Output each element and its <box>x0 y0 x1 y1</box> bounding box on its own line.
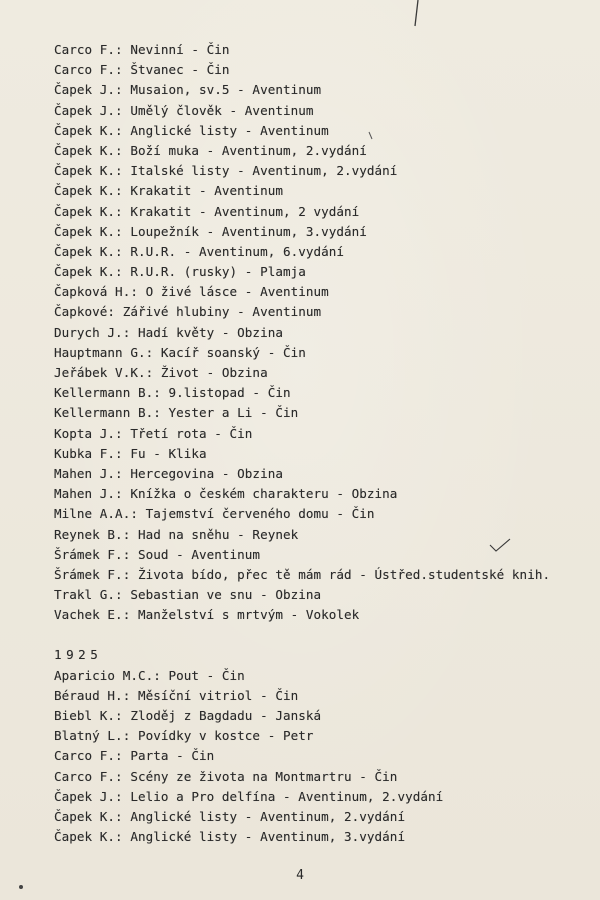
list-item: Jeřábek V.K.: Život - Obzina <box>54 365 268 380</box>
pen-stroke-mark <box>410 0 424 30</box>
list-item: Trakl G.: Sebastian ve snu - Obzina <box>54 587 322 603</box>
bibliography-list <box>54 40 600 847</box>
list-item: Aparicio M.C.: Pout - Čin <box>54 667 245 683</box>
year-heading: 1925 <box>54 647 103 663</box>
list-item: Čapek K.: Boží muka - Aventinum, 2.vydání <box>54 142 367 158</box>
list-item: Hauptmann G.: Kacíř soanský - Čin <box>54 344 306 360</box>
list-item: Durych J.: Hadí květy - Obzina <box>54 324 283 340</box>
list-item: Reynek B.: Had na sněhu - Reynek <box>54 526 299 542</box>
list-item: Biebl K.: Zloděj z Bagdadu - Janská <box>54 708 322 723</box>
list-item: Mahen J.: Hercegovina - Obzina <box>54 465 283 481</box>
list-item: Čapkové: Zářivé hlubiny - Aventinum <box>54 304 322 320</box>
list-item: Blatný L.: Povídky v kostce - Petr <box>54 728 314 744</box>
list-item: Čapek K.: Anglické listy - Aventinum <box>54 122 329 138</box>
list-item: Čapek J.: Lelio a Pro delfína - Aventinum, 2.vydání <box>54 788 444 804</box>
list-item: Vachek E.: Manželství s mrtvým - Vokolek <box>54 607 360 623</box>
ink-spot <box>18 884 24 890</box>
list-item: Mahen J.: Knížka o českém charakteru - Obzina <box>54 486 398 502</box>
list-item: Šrámek F.: Života bído, přec tě mám rád - Ústřed.studentské knih. <box>54 566 551 582</box>
list-item: Carco F.: Scény ze života na Montmartru - Čin <box>54 768 398 784</box>
list-item: Kopta J.: Třetí rota - Čin <box>54 425 253 441</box>
list-item: Kubka F.: Fu - Klika <box>54 445 207 461</box>
list-item: Kellermann B.: Yester a Li - Čin <box>54 405 299 421</box>
page-number: 4 <box>296 868 304 883</box>
list-item: Čapek J.: Umělý člověk - Aventinum <box>54 102 314 118</box>
list-item: Carco F.: Štvanec - Čin <box>54 62 230 78</box>
list-item: Čapek J.: Musaion, sv.5 - Aventinum <box>54 82 322 98</box>
list-item: Čapková H.: O živé lásce - Aventinum <box>54 284 329 300</box>
section-spacer <box>54 625 600 645</box>
list-item: Milne A.A.: Tajemství červeného domu - Čin <box>54 506 375 522</box>
list-item: Čapek K.: R.U.R. - Aventinum, 6.vydání <box>54 243 345 259</box>
list-item: Čapek K.: Italské listy - Aventinum, 2.vydání <box>54 163 398 179</box>
list-item: Kellermann B.: 9.listopad - Čin <box>54 385 291 401</box>
list-item: Čapek K.: R.U.R. (rusky) - Plamja <box>54 264 306 280</box>
list-item: Čapek K.: Anglické listy - Aventinum, 2.vydání <box>54 808 406 824</box>
list-item: Čapek K.: Loupežník - Aventinum, 3.vydání <box>54 223 367 239</box>
list-item: Čapek K.: Krakatit - Aventinum <box>54 183 283 199</box>
list-item: Béraud H.: Měsíční vitriol - Čin <box>54 687 299 703</box>
list-item: Čapek K.: Anglické listy - Aventinum, 3.vydání <box>54 829 406 845</box>
list-item: Carco F.: Parta - Čin <box>54 748 215 764</box>
list-item: Čapek K.: Krakatit - Aventinum, 2 vydání <box>54 203 360 219</box>
list-item: Carco F.: Nevinní - Čin <box>54 42 230 57</box>
list-item: Šrámek F.: Soud - Aventinum <box>54 546 261 562</box>
